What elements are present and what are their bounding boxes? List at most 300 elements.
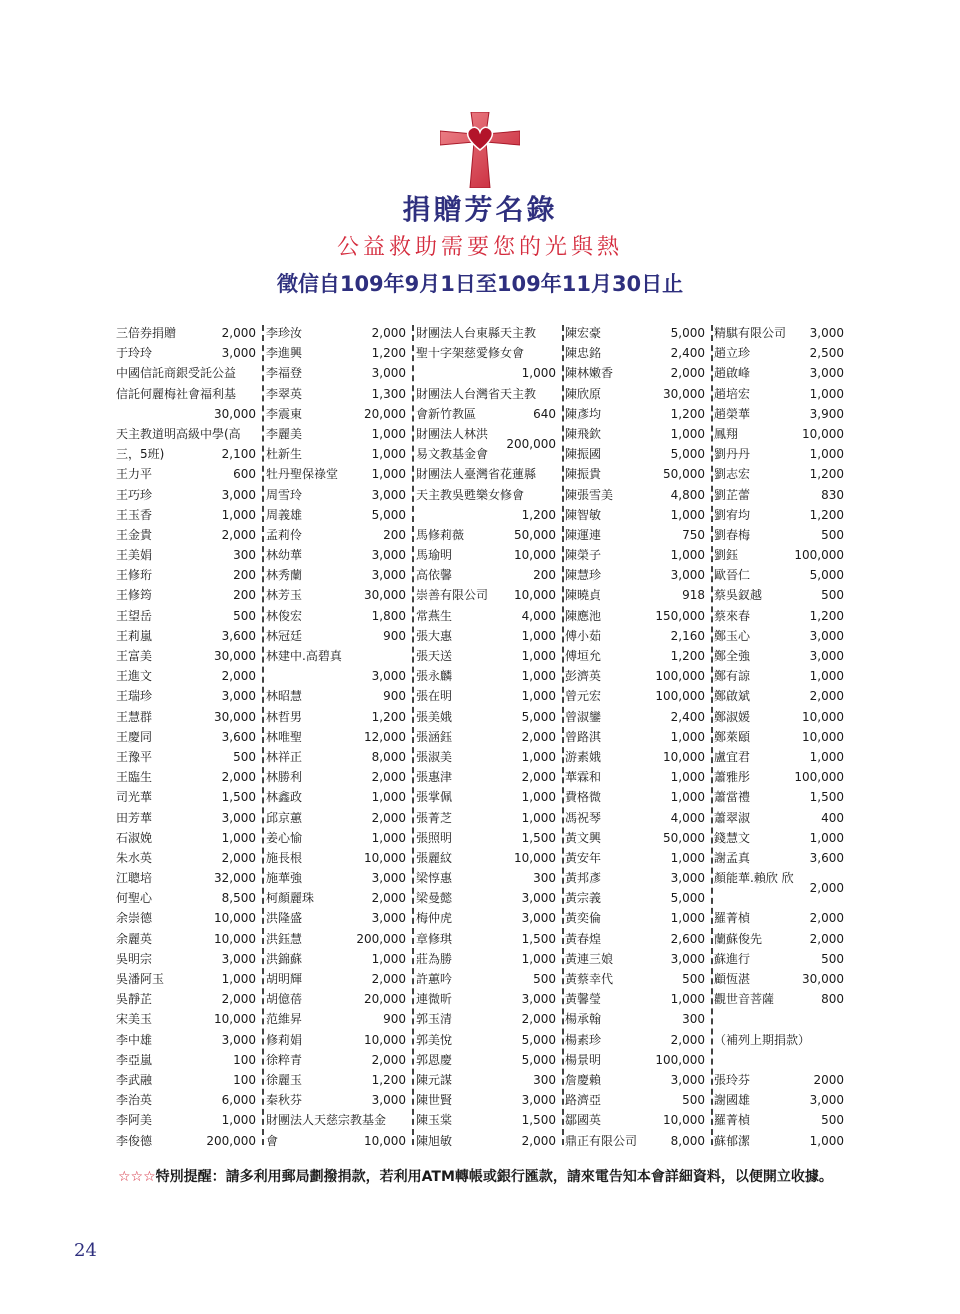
donor-row	[266, 646, 406, 666]
donor-name: 林哲男	[266, 709, 303, 724]
donor-name: 三，5班)	[116, 447, 165, 462]
donor-row	[714, 424, 844, 444]
donor-name: 財團法人天慈宗教基金	[266, 1113, 387, 1128]
donor-row	[266, 363, 406, 383]
donor-row	[714, 485, 844, 505]
donor-name: 黃文興	[565, 830, 602, 845]
donor-name: 徐麗玉	[266, 1072, 303, 1087]
donor-row	[266, 989, 406, 1009]
donor-name: 傅小茹	[565, 628, 602, 643]
donor-row	[565, 1090, 705, 1110]
donation-amount: 3,000	[221, 689, 256, 704]
donor-row	[116, 505, 256, 525]
donor-name: 章修琪	[416, 931, 453, 946]
donor-name: 陳彥均	[565, 406, 602, 421]
donor-name: 蔡來春	[714, 608, 751, 623]
donation-amount: 200	[533, 568, 556, 583]
donor-row	[266, 969, 406, 989]
donor-name: 趙培宏	[714, 386, 751, 401]
donation-amount: 1,000	[371, 467, 406, 482]
donation-amount: 1,200	[809, 507, 844, 522]
donor-name: 陳世賢	[416, 1093, 453, 1108]
donation-amount: 200,000	[206, 1133, 256, 1148]
donor-name: 李治英	[116, 1093, 153, 1108]
donor-name: 陳振貴	[565, 467, 602, 482]
donor-name: 羅菁楨	[714, 911, 751, 926]
donation-amount: 2,100	[221, 447, 256, 462]
donation-amount: 1,200	[371, 346, 406, 361]
donation-amount: 1,000	[371, 426, 406, 441]
donation-amount: 30,000	[214, 649, 256, 663]
donation-amount: 600	[233, 467, 256, 482]
donation-amount: 3,000	[221, 346, 256, 361]
donation-amount: 2,000	[521, 770, 556, 785]
donor-row	[714, 323, 844, 343]
donor-row	[565, 525, 705, 545]
donation-amount: 1,000	[221, 1113, 256, 1128]
donation-amount: 1,200	[670, 406, 705, 421]
donor-row	[714, 444, 844, 464]
donor-name: 華霖和	[565, 770, 602, 785]
donor-name: 朱水英	[116, 850, 153, 865]
donor-row	[565, 1131, 705, 1151]
donor-row	[714, 1131, 844, 1151]
donor-name: 崇善有限公司	[416, 588, 489, 603]
donor-name: 林昭慧	[266, 689, 303, 704]
donor-row	[416, 888, 556, 908]
donor-row	[565, 787, 705, 807]
donation-amount: 10,000	[364, 850, 406, 865]
donation-amount: 500	[821, 588, 844, 603]
donation-amount: 2,000	[809, 689, 844, 704]
donor-name: 張玲芬	[714, 1072, 751, 1087]
donation-amount: 3,000	[809, 649, 844, 663]
donation-amount: 10,000	[514, 588, 556, 603]
donor-name: 鄭有諒	[714, 669, 751, 684]
donor-row	[116, 424, 256, 444]
donor-row	[714, 808, 844, 828]
donor-row	[116, 767, 256, 787]
donor-name: 彭濟英	[565, 669, 602, 684]
donor-name: 姜心愉	[266, 830, 303, 845]
donor-row	[714, 1009, 844, 1029]
donor-name: 連微昕	[416, 992, 453, 1007]
donor-row	[714, 1090, 844, 1110]
donor-row	[416, 929, 556, 949]
donor-row	[714, 505, 844, 525]
donation-amount: 1,200	[670, 649, 705, 663]
donation-amount: 6,000	[221, 1093, 256, 1108]
donor-row	[116, 323, 256, 343]
donor-row	[266, 727, 406, 747]
donor-row	[266, 1110, 406, 1130]
donor-row	[714, 787, 844, 807]
donor-row	[116, 343, 256, 363]
donor-name: 鄭全強	[714, 649, 751, 663]
donor-name: 張涵鈺	[416, 729, 453, 744]
donor-row	[116, 888, 256, 908]
donor-row	[116, 666, 256, 686]
donor-row	[714, 767, 844, 787]
donor-row	[416, 989, 556, 1009]
donation-amount: 10,000	[663, 1113, 705, 1128]
donation-amount: 3,600	[221, 628, 256, 643]
donation-amount: 2,500	[809, 346, 844, 361]
donor-name: 林秀蘭	[266, 568, 303, 583]
donor-row	[565, 1009, 705, 1029]
donor-row	[266, 908, 406, 928]
donor-row	[714, 606, 844, 626]
donation-amount: 2,000	[521, 729, 556, 744]
donor-name: 王慧群	[116, 709, 153, 724]
donor-name: 梁惇惠	[416, 871, 453, 886]
donor-row	[714, 686, 844, 706]
donor-row	[266, 686, 406, 706]
donor-name: 黃蔡幸代	[565, 972, 614, 986]
donation-amount: 2,160	[670, 628, 705, 643]
donor-name: 王進文	[116, 669, 153, 684]
donor-name: 劉志宏	[714, 467, 751, 482]
donor-row	[266, 1131, 406, 1151]
donor-name: 張在明	[416, 689, 453, 704]
donor-row	[714, 848, 844, 868]
donor-row	[714, 969, 844, 989]
donation-amount: 3,000	[221, 487, 256, 502]
donor-name: 天主教吳甦樂女修會	[416, 487, 525, 502]
donation-amount: 4,000	[670, 810, 705, 825]
donor-row	[416, 727, 556, 747]
donor-row	[266, 929, 406, 949]
donor-name: 趙立珍	[714, 346, 751, 361]
donor-row	[714, 727, 844, 747]
donor-row	[565, 808, 705, 828]
donor-name: 財團法人台東縣天主教	[416, 326, 537, 340]
donation-amount: 3,000	[521, 992, 556, 1007]
donor-row	[116, 485, 256, 505]
stars-icon: ☆☆☆	[118, 1169, 156, 1185]
donor-name: 楊素珍	[565, 1032, 602, 1047]
donation-amount: 200,000	[506, 436, 556, 451]
donor-row	[416, 1050, 556, 1070]
donation-amount: 3,000	[809, 366, 844, 381]
donor-row	[565, 626, 705, 646]
donation-amount: 10,000	[663, 749, 705, 764]
donation-amount: 3,000	[221, 951, 256, 966]
donor-row	[565, 686, 705, 706]
donor-name: 林唯聖	[266, 729, 303, 744]
donation-amount: 100,000	[655, 669, 705, 684]
donor-row	[266, 888, 406, 908]
period-heading: 徵信自109年9月1日至109年11月30日止	[276, 272, 684, 296]
donation-amount: 300	[533, 1072, 556, 1087]
donor-name: （補列上期捐款）	[714, 1032, 811, 1047]
donor-name: 張永麟	[416, 669, 453, 684]
donor-name: 林建中.高碧真	[266, 649, 342, 663]
donor-row	[565, 1110, 705, 1130]
donor-name: 李阿美	[116, 1113, 153, 1128]
donation-amount: 3,600	[221, 729, 256, 744]
donor-row	[116, 1050, 256, 1070]
donor-row	[416, 1009, 556, 1029]
donor-row	[714, 1070, 844, 1090]
donation-amount: 3,000	[371, 911, 406, 926]
donor-name: 孟莉伶	[266, 527, 303, 542]
donor-name: 曾元宏	[565, 689, 602, 704]
donation-amount: 640	[533, 406, 556, 421]
donation-amount: 200	[233, 568, 256, 583]
donor-row	[266, 868, 406, 888]
donor-row	[565, 989, 705, 1009]
donor-name: 張照明	[416, 830, 453, 845]
donation-amount: 2,000	[809, 931, 844, 946]
donor-name: 陳振國	[565, 447, 602, 462]
donor-row	[266, 464, 406, 484]
donor-row	[714, 585, 844, 605]
donor-row	[416, 808, 556, 828]
donor-name: 陳玉棠	[416, 1113, 453, 1128]
donation-amount: 3,000	[371, 366, 406, 381]
donor-row	[266, 707, 406, 727]
donor-row	[565, 646, 705, 666]
donor-row	[565, 848, 705, 868]
donor-name: 李珍汝	[266, 326, 303, 340]
donation-amount: 2,000	[221, 527, 256, 542]
donation-amount: 500	[533, 972, 556, 987]
donation-amount: 200	[383, 527, 406, 542]
donation-amount: 1,500	[521, 931, 556, 946]
donation-amount: 3,600	[809, 850, 844, 865]
donor-row	[714, 363, 844, 383]
donor-row	[416, 787, 556, 807]
donor-row	[116, 1009, 256, 1029]
donor-name: 馮祝琴	[565, 810, 602, 825]
donor-row	[266, 949, 406, 969]
donor-name: 施華強	[266, 871, 303, 886]
donor-column-4	[565, 323, 705, 1151]
donation-amount: 1,000	[670, 507, 705, 522]
donor-name: 王富美	[116, 649, 153, 663]
donation-amount: 400	[821, 810, 844, 825]
donation-amount: 5,000	[670, 891, 705, 906]
donor-name: 鳳翔	[714, 426, 739, 441]
donation-amount: 5,000	[521, 709, 556, 724]
donor-row	[416, 868, 556, 888]
donation-amount: 10,000	[514, 850, 556, 865]
donor-name: 鄒國英	[565, 1113, 602, 1128]
donor-name: 林芳玉	[266, 588, 303, 603]
donor-row	[116, 404, 256, 424]
donation-amount: 5,000	[371, 507, 406, 522]
donor-name: 錢慧文	[714, 830, 751, 845]
donor-row	[116, 363, 256, 383]
donor-row	[714, 464, 844, 484]
donation-amount: 1,000	[670, 850, 705, 865]
donor-row	[565, 969, 705, 989]
donation-amount: 1,000	[371, 790, 406, 805]
donor-row	[116, 908, 256, 928]
donor-row	[116, 626, 256, 646]
donor-name: 張大惠	[416, 628, 453, 643]
donor-name: 莊為勝	[416, 951, 453, 966]
donation-amount: 8,000	[371, 749, 406, 764]
donor-row	[416, 1090, 556, 1110]
donor-name: 梅仲虎	[416, 911, 453, 926]
donation-amount: 5,000	[670, 447, 705, 462]
donor-name: 陳元謀	[416, 1072, 453, 1087]
donor-name: 蕭翠淑	[714, 810, 751, 825]
donor-row	[416, 626, 556, 646]
donor-row	[116, 868, 256, 888]
donation-amount: 3,000	[809, 628, 844, 643]
donor-row	[714, 384, 844, 404]
donor-name: 陳運連	[565, 527, 602, 542]
donation-amount: 3,000	[670, 951, 705, 966]
donor-name: 劉芷蕾	[714, 487, 751, 502]
donor-name: 陳旭敏	[416, 1133, 453, 1148]
donor-name: 王玉香	[116, 507, 153, 522]
donation-amount: 1,000	[809, 749, 844, 764]
donor-row	[565, 949, 705, 969]
donor-name: 張美娥	[416, 709, 453, 724]
donor-row	[416, 666, 556, 686]
donor-name: 蔡吳釵越	[714, 588, 763, 603]
donation-amount: 3,000	[371, 871, 406, 886]
donor-name: 黃宗義	[565, 891, 602, 906]
donor-row	[266, 1030, 406, 1050]
donor-row	[565, 363, 705, 383]
donor-row	[266, 384, 406, 404]
donor-name: 洪鈺慧	[266, 931, 303, 946]
donor-name: 陳曉貞	[565, 588, 602, 603]
donor-row	[714, 404, 844, 424]
donation-amount: 1,000	[521, 749, 556, 764]
donor-name: 陳林嫩香	[565, 366, 614, 381]
donor-name: 蘇進行	[714, 951, 751, 966]
donation-amount: 3,000	[371, 669, 406, 684]
donation-amount: 1,000	[521, 810, 556, 825]
donor-row	[565, 444, 705, 464]
donation-amount: 2,000	[371, 770, 406, 785]
donation-amount: 3,000	[371, 548, 406, 563]
donation-amount: 50,000	[663, 467, 705, 482]
donation-amount: 2,000	[371, 326, 406, 340]
donation-amount: 1,000	[670, 548, 705, 563]
donor-name: 吳潘阿玉	[116, 972, 165, 986]
donor-row	[116, 686, 256, 706]
donation-amount: 12,000	[364, 729, 406, 744]
donor-name: 郭玉清	[416, 1012, 453, 1027]
donation-amount: 1,000	[521, 689, 556, 704]
donor-name: 楊景明	[565, 1052, 602, 1067]
donor-name: 趙榮華	[714, 406, 751, 421]
donor-row	[714, 908, 844, 928]
donation-amount: 30,000	[802, 972, 844, 987]
donor-name: 宋美玉	[116, 1012, 153, 1027]
donor-name: 杜新生	[266, 447, 303, 462]
donation-amount: 1,000	[521, 669, 556, 684]
donor-row	[266, 787, 406, 807]
donation-amount: 918	[682, 588, 705, 603]
donor-name: 路濟亞	[565, 1093, 602, 1108]
donor-name: 聖十字架慈愛修女會	[416, 346, 525, 361]
donation-amount: 900	[383, 1012, 406, 1027]
donation-amount: 2,000	[221, 770, 256, 785]
donation-amount: 2,000	[221, 326, 256, 340]
donation-amount: 1,000	[521, 628, 556, 643]
donor-row	[116, 565, 256, 585]
donor-name: 陳智敏	[565, 507, 602, 522]
donor-row	[416, 343, 556, 363]
donor-row	[266, 1050, 406, 1070]
donor-name: 王豫平	[116, 749, 153, 764]
donor-row	[416, 1030, 556, 1050]
donor-row	[565, 464, 705, 484]
donor-name: 張麗紋	[416, 850, 453, 865]
donor-row	[116, 1131, 256, 1151]
donor-name: 高依馨	[416, 568, 453, 583]
donor-row	[416, 485, 556, 505]
donor-name: 吳明宗	[116, 951, 153, 966]
donation-amount: 4,800	[670, 487, 705, 502]
donation-amount: 2,400	[670, 346, 705, 361]
donor-row	[116, 545, 256, 565]
donor-row	[116, 646, 256, 666]
donation-amount: 100	[233, 1052, 256, 1067]
donation-amount: 10,000	[214, 911, 256, 926]
donation-amount: 1,000	[221, 972, 256, 986]
donation-amount: 5,000	[521, 1032, 556, 1047]
donation-amount: 500	[821, 951, 844, 966]
donor-row	[416, 585, 556, 605]
donation-amount: 1,000	[670, 426, 705, 441]
donor-row	[116, 1110, 256, 1130]
donor-row	[714, 828, 844, 848]
donation-amount: 2,000	[221, 850, 256, 865]
donor-name: 張天送	[416, 649, 453, 664]
donation-amount: 2,600	[670, 931, 705, 946]
donor-row	[116, 727, 256, 747]
donation-amount: 20,000	[364, 992, 406, 1007]
donor-name: 歐晉仁	[714, 568, 751, 583]
donation-amount: 500	[682, 1093, 705, 1108]
donor-name: 李福登	[266, 366, 303, 381]
donation-amount: 100,000	[655, 1052, 705, 1067]
donor-name: 黃邦彥	[565, 871, 602, 886]
donor-row	[416, 404, 556, 424]
donation-amount: 750	[682, 527, 705, 542]
donor-row	[565, 606, 705, 626]
donation-amount: 10,000	[364, 1032, 406, 1047]
donor-row	[116, 585, 256, 605]
donation-amount: 1,000	[809, 447, 844, 462]
donor-name: 洪隆盛	[266, 911, 303, 926]
donor-row	[266, 545, 406, 565]
donor-row	[714, 707, 844, 727]
donor-row	[266, 848, 406, 868]
donor-row	[266, 626, 406, 646]
donor-name: 林幼華	[266, 548, 303, 563]
donor-row	[714, 545, 844, 565]
donor-name: 張菁芝	[416, 810, 453, 825]
donor-row	[565, 868, 705, 888]
donor-row	[714, 646, 844, 666]
donation-amount: 1,000	[371, 830, 406, 845]
donor-row	[266, 565, 406, 585]
donor-row	[416, 464, 556, 484]
donor-row	[416, 949, 556, 969]
donor-name: 詹慶賴	[565, 1072, 602, 1087]
donor-name: 郭美悅	[416, 1032, 453, 1047]
